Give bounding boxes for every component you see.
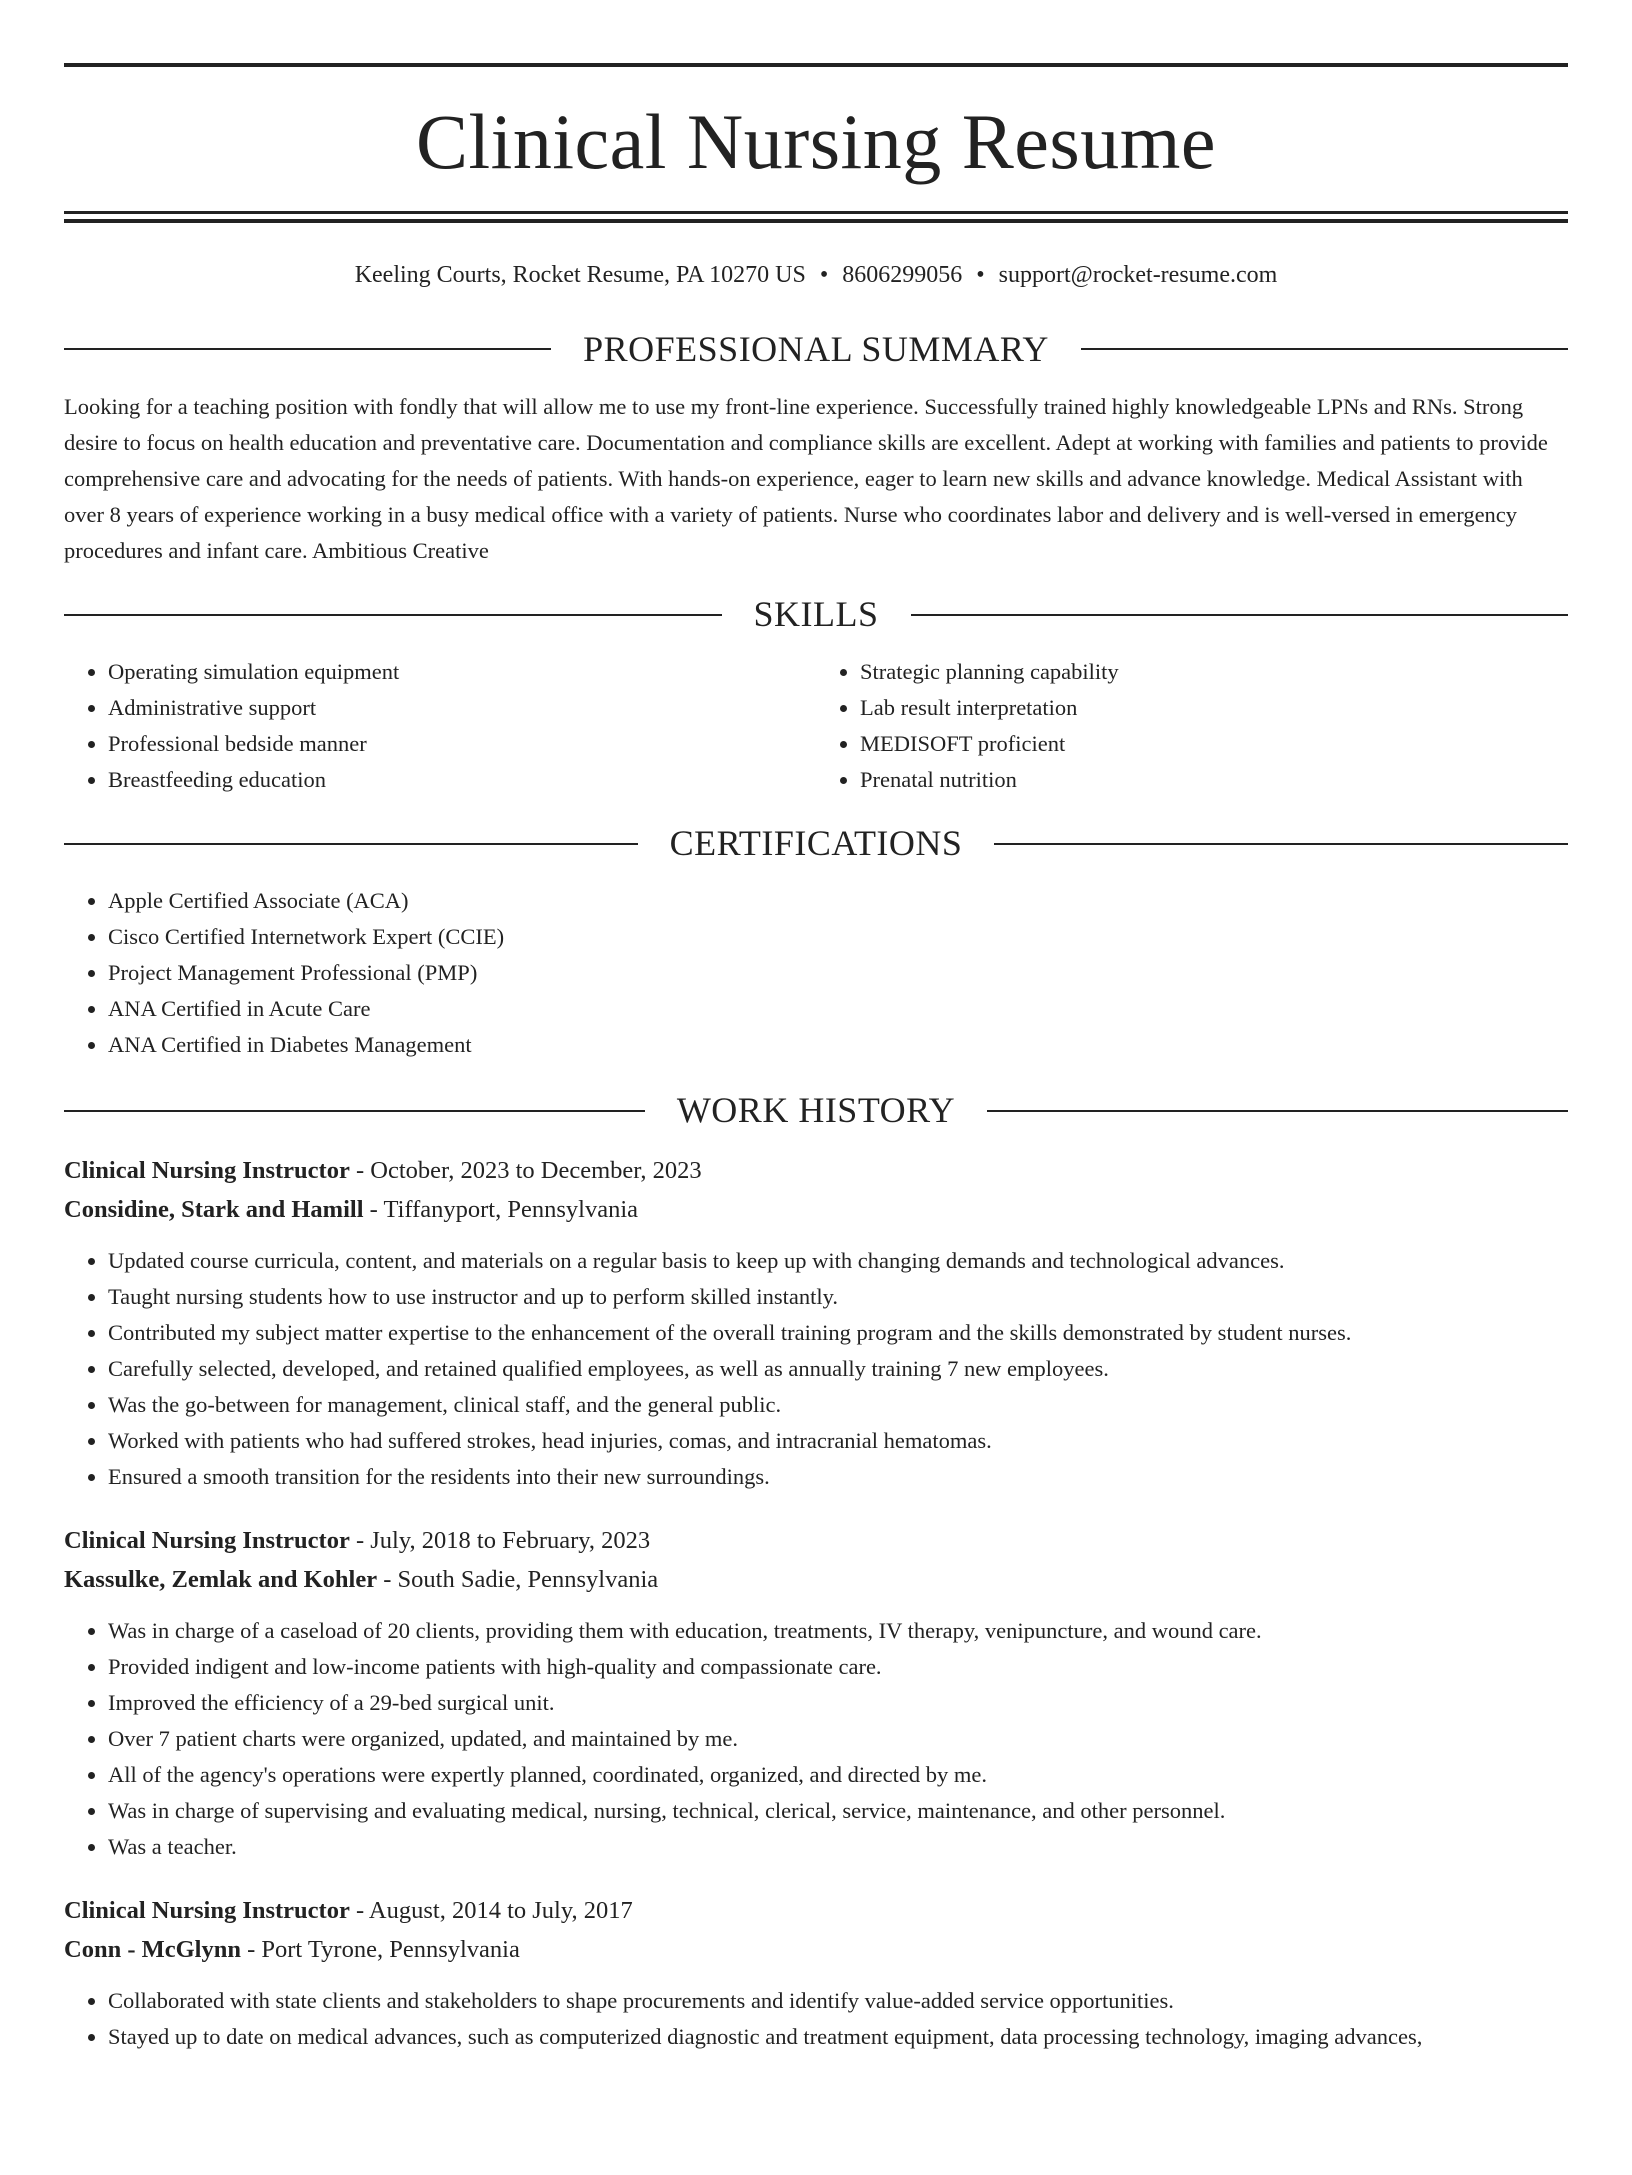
list-item: • Improved the efficiency of a 29-bed surgical unit.: [108, 1685, 1568, 1721]
title-double-rule: [64, 211, 1568, 223]
contact-separator: •: [976, 262, 985, 288]
list-item: • Ensured a smooth transition for the residents into their new surroundings.: [108, 1459, 1568, 1495]
list-item: • Stayed up to date on medical advances, such as computerized diagnostic and treatment equipment, data processing technology, imaging advances,: [108, 2019, 1568, 2055]
job-title: Clinical Nursing Instructor: [64, 1896, 350, 1924]
list-item: • Prenatal nutrition: [860, 762, 1568, 798]
job-bullets: [64, 1243, 1568, 1495]
professional-summary-text: Looking for a teaching position with fondly that will allow me to use my front-line experience. Successfully trained highly knowledgeable LPNs and RNs. Strong desire to focus on health education and preventative care. Documentation and compliance skills are excellent. Adept at working with families and patients to provide comprehensive care and advocating for the needs of patients. With hands-on experience, eager to learn new skills and advance knowledge. Medical Assistant with over 8 years of experience working in a busy medical office with a variety of patients. Nurse who coordinates labor and delivery and is well-versed in emergency procedures and infant care. Ambitious Creative: [64, 393, 1548, 563]
job-employer-line: Considine, Stark and Hamill - Tiffanyport, Pennsylvania: [64, 1195, 639, 1223]
job-title: Clinical Nursing Instructor: [64, 1526, 350, 1554]
summary-heading: [64, 328, 1568, 371]
job-location: Port Tyrone, Pennsylvania: [261, 1935, 520, 1963]
list-item: • Updated course curricula, content, and materials on a regular basis to keep up with changing demands and technological advances.: [108, 1243, 1568, 1279]
list-item: • All of the agency's operations were expertly planned, coordinated, organized, and directed by me.: [108, 1757, 1568, 1793]
heading-rule-right: [987, 1110, 1568, 1112]
job-dates: October, 2023 to December, 2023: [370, 1156, 702, 1184]
heading-rule-left: [64, 614, 722, 616]
job-employer: Conn - McGlynn: [64, 1935, 241, 1963]
heading-rule-left: [64, 1110, 645, 1112]
certifications-heading: [64, 822, 1568, 865]
job-entry: [64, 1151, 1568, 1495]
list-item: • Worked with patients who had suffered strokes, head injuries, comas, and intracranial hematomas.: [108, 1423, 1568, 1459]
skills-grid: [64, 636, 1568, 798]
list-item: • ANA Certified in Diabetes Management: [108, 1027, 1568, 1063]
job-title: Clinical Nursing Instructor: [64, 1156, 350, 1184]
top-rule: [64, 63, 1568, 67]
job-dates: July, 2018 to February, 2023: [370, 1526, 651, 1554]
list-item: • Strategic planning capability: [860, 654, 1568, 690]
contact-line: [64, 261, 1568, 290]
heading-rule-right: [911, 614, 1569, 616]
list-item: • Was the go-between for management, clinical staff, and the general public.: [108, 1387, 1568, 1423]
list-item: • MEDISOFT proficient: [860, 726, 1568, 762]
job-entry: [64, 1891, 1568, 2055]
list-item: • Carefully selected, developed, and retained qualified employees, as well as annually training 7 new employees.: [108, 1351, 1568, 1387]
work-history-heading-label: WORK HISTORY: [676, 1090, 956, 1131]
list-item: • Cisco Certified Internetwork Expert (CCIE): [108, 919, 1568, 955]
job-location: South Sadie, Pennsylvania: [397, 1565, 659, 1593]
job-employer: Kassulke, Zemlak and Kohler: [64, 1565, 378, 1593]
job-title-line: Clinical Nursing Instructor - August, 2014 to July, 2017: [64, 1896, 633, 1924]
heading-rule-left: [64, 348, 551, 350]
resume-title: Clinical Nursing Resume: [415, 98, 1217, 185]
list-item: • Was in charge of a caseload of 20 clients, providing them with education, treatments, IV therapy, venipuncture, and wound care.: [108, 1613, 1568, 1649]
job-entry: [64, 1521, 1568, 1865]
contact-email: support@rocket-resume.com: [998, 262, 1278, 288]
job-employer-line: Kassulke, Zemlak and Kohler - South Sadie, Pennsylvania: [64, 1565, 659, 1593]
list-item: • Was in charge of supervising and evaluating medical, nursing, technical, clerical, service, maintenance, and other personnel.: [108, 1793, 1568, 1829]
list-item: • Administrative support: [108, 690, 816, 726]
list-item: • Provided indigent and low-income patients with high-quality and compassionate care.: [108, 1649, 1568, 1685]
list-item: • Professional bedside manner: [108, 726, 816, 762]
skills-heading: [64, 593, 1568, 636]
job-employer-line: Conn - McGlynn - Port Tyrone, Pennsylvania: [64, 1935, 520, 1963]
list-item: • Breastfeeding education: [108, 762, 816, 798]
list-item: • Taught nursing students how to use instructor and up to perform skilled instantly.: [108, 1279, 1568, 1315]
heading-rule-right: [1081, 348, 1568, 350]
list-item: • Lab result interpretation: [860, 690, 1568, 726]
contact-separator: •: [819, 262, 829, 288]
work-history-list: [64, 1151, 1568, 2055]
list-item: • Apple Certified Associate (ACA): [108, 883, 1568, 919]
certifications-list: [64, 883, 1568, 1063]
list-item: • ANA Certified in Acute Care: [108, 991, 1568, 1027]
summary-heading-label: PROFESSIONAL SUMMARY: [583, 328, 1049, 369]
job-location: Tiffanyport, Pennsylvania: [383, 1195, 639, 1223]
skills-list-right: [816, 654, 1568, 798]
job-title-line: Clinical Nursing Instructor - July, 2018 to February, 2023: [64, 1526, 651, 1554]
skills-heading-label: SKILLS: [753, 593, 879, 634]
resume-page: [0, 63, 1632, 2175]
list-item: • Was a teacher.: [108, 1829, 1568, 1865]
job-bullets: [64, 1983, 1568, 2055]
list-item: • Project Management Professional (PMP): [108, 955, 1568, 991]
certifications-heading-label: CERTIFICATIONS: [669, 823, 963, 864]
heading-rule-right: [994, 843, 1568, 845]
contact-address: Keeling Courts, Rocket Resume, PA 10270 US: [354, 262, 806, 288]
heading-rule-left: [64, 843, 638, 845]
job-bullets: [64, 1613, 1568, 1865]
list-item: • Over 7 patient charts were organized, updated, and maintained by me.: [108, 1721, 1568, 1757]
job-employer: Considine, Stark and Hamill: [64, 1195, 364, 1223]
contact-phone: 8606299056: [842, 262, 963, 288]
work-history-heading: [64, 1089, 1568, 1132]
list-item: • Operating simulation equipment: [108, 654, 816, 690]
list-item: • Collaborated with state clients and stakeholders to shape procurements and identify value-added service opportunities.: [108, 1983, 1568, 2019]
job-dates: August, 2014 to July, 2017: [368, 1896, 633, 1924]
skills-list-left: [64, 654, 816, 798]
job-title-line: Clinical Nursing Instructor - October, 2023 to December, 2023: [64, 1156, 702, 1184]
list-item: • Contributed my subject matter expertise to the enhancement of the overall training program and the skills demonstrated by student nurses.: [108, 1315, 1568, 1351]
